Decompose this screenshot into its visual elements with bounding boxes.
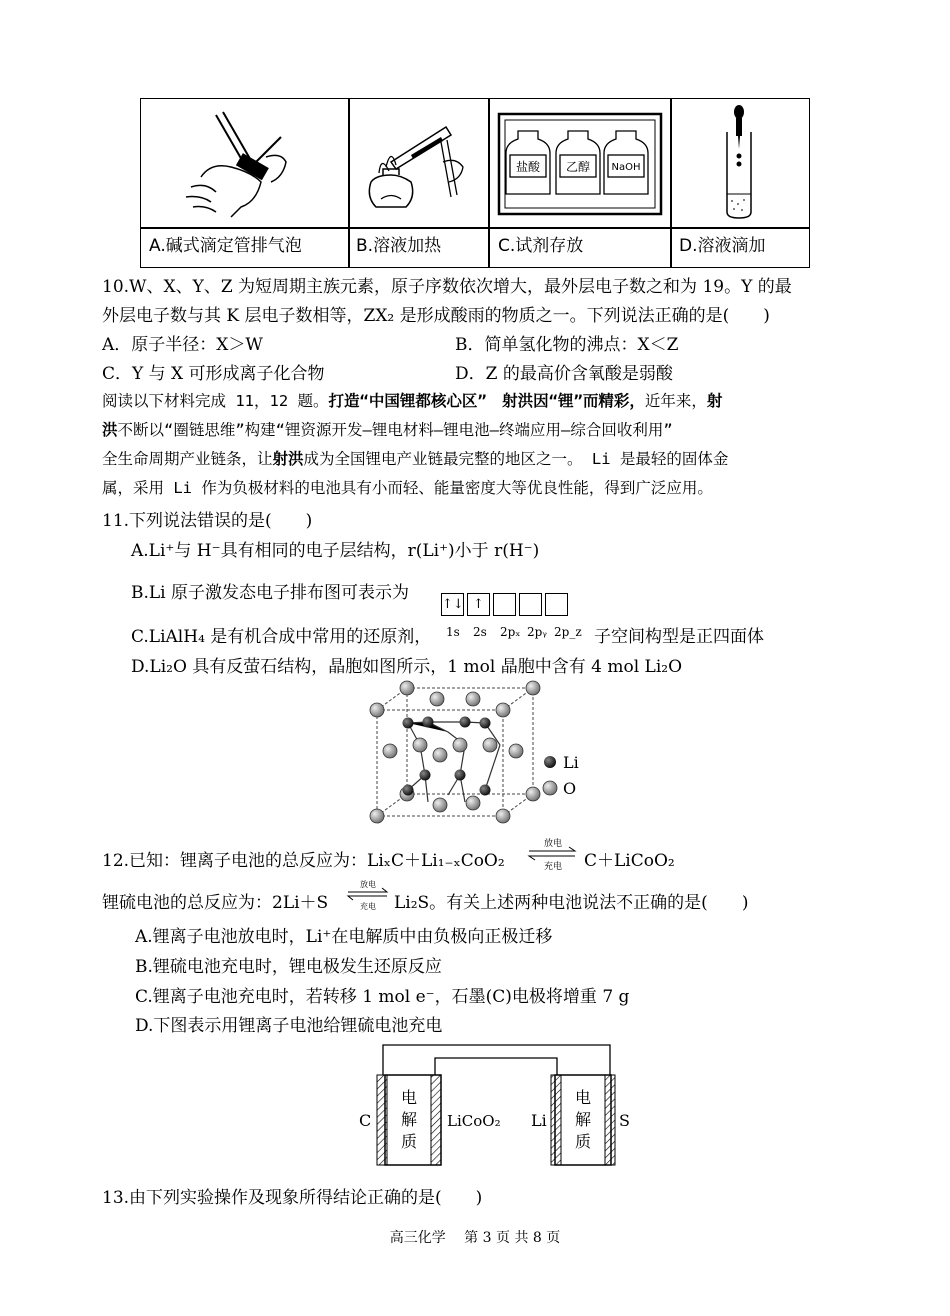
reading-line4: 属，采用 Li 作为负极材料的电池具有小而轻、能量密度大等优良性能，得到广泛应用。: [102, 479, 713, 497]
q11-option-c-tail: 子空间构型是正四面体: [594, 627, 764, 647]
caption-c: C.试剂存放: [498, 236, 584, 256]
q12-option-d: D.下图表示用锂离子电池给锂硫电池充电: [135, 1016, 443, 1036]
caption-b: B.溶液加热: [356, 236, 442, 256]
electrolyte-left-3: 质: [400, 1132, 418, 1151]
orbital-label-2py: 2pᵧ: [527, 625, 547, 639]
caption-d: D.溶液滴加: [679, 236, 766, 256]
q10-stem-line2: 外层电子数与其 K 层电子数相等，ZX₂ 是形成酸雨的物质之一。下列说法正确的是( ): [102, 306, 770, 326]
reading-line2-post: 不断以“圈链思维”构建“锂资源开发—锂电材料—锂电池—终端应用—综合回收利用”: [117, 421, 673, 439]
reading-line1-bold2: 射: [706, 392, 723, 410]
q12-line2-pre: 锂硫电池的总反应为：2Li＋S: [102, 893, 329, 913]
orbital-label-2px: 2pₓ: [500, 625, 521, 639]
q12-option-a: A.锂离子电池放电时，Li⁺在电解质中由负极向正极迁移: [135, 927, 553, 947]
q13-stem: 13.由下列实验操作及现象所得结论正确的是( ): [102, 1188, 483, 1208]
reversible-arrow-2: [345, 878, 391, 912]
q10-option-d: D．Z 的最高价含氧酸是弱酸: [455, 364, 673, 384]
orbital-box-2pz: [545, 593, 568, 616]
reading-line1-bold: 打造“中国锂都核心区” 射洪因“锂”而精彩，: [328, 392, 645, 410]
electrode-label-s: S: [619, 1111, 630, 1130]
orbital-box-2px: [493, 593, 516, 616]
electrode-label-li: Li: [531, 1111, 547, 1130]
reading-line1: [102, 389, 722, 411]
heating-tube-figure: [351, 107, 486, 222]
reading-line2: [102, 418, 673, 440]
reagent-storage-figure: [496, 109, 666, 219]
orbital-box-2py: [519, 593, 542, 616]
q12-known-right: C＋LiCoO₂: [584, 851, 675, 871]
electrolyte-right-3: 质: [574, 1132, 592, 1151]
legend-li: Li: [563, 753, 579, 772]
reading-line2-bold: 洪: [102, 421, 118, 439]
q11-option-c-text: C.LiAlH₄ 是有机合成中常用的还原剂，: [131, 627, 432, 647]
arrow1-discharge: 放电: [543, 839, 563, 849]
electrolyte-right-1: 电: [574, 1088, 592, 1107]
q10-option-b: B．简单氢化物的沸点：X＜Z: [455, 335, 679, 355]
reading-line1-post: 近年来，: [644, 392, 707, 410]
reading-line3: [102, 447, 728, 469]
reading-line1-pre: 阅读以下材料完成 11，12 题。: [102, 392, 329, 410]
q12-option-b: B.锂硫电池充电时，锂电极发生还原反应: [135, 957, 442, 977]
arrow2-discharge: 放电: [360, 880, 376, 889]
orbital-label-1s: 1s: [446, 625, 460, 639]
dropper-figure: [719, 104, 779, 222]
q11-option-a: A.Li⁺与 H⁻具有相同的电子层结构，r(Li⁺)小于 r(H⁻): [131, 541, 540, 561]
q10-option-a: A．原子半径：X＞W: [102, 335, 263, 355]
orbital-label-2pz: 2p_z: [554, 625, 582, 639]
reading-line3-post: 成为全国锂电产业链最完整的地区之一。 Li 是最轻的固体金: [303, 450, 729, 468]
q11-option-b: B.Li 原子激发态电子排布图可表示为: [131, 583, 410, 603]
electrolyte-right-2: 解: [574, 1110, 592, 1129]
caption-a: A.碱式滴定管排气泡: [149, 236, 302, 256]
electrode-label-licoo2: LiCoO₂: [447, 1112, 501, 1130]
arrow2-charge: 充电: [360, 902, 376, 911]
q11-option-c: [131, 622, 431, 647]
bottle-label-naoh: NaOH: [611, 162, 641, 173]
orbital-box-1s: ↑↓: [441, 593, 464, 616]
q12-known: 12.已知：锂离子电池的总反应为：LiₓC＋Li₁₋ₓCoO₂: [102, 851, 505, 871]
q12-option-c: C.锂离子电池充电时，若转移 1 mol e⁻，石墨(C)电极将增重 7 g: [135, 987, 630, 1007]
electrode-label-c: C: [359, 1111, 372, 1130]
li2o-unit-cell-figure: [360, 675, 590, 825]
reading-line3-pre: 全生命周期产业链条，让: [102, 450, 273, 468]
arrow1-charge: 充电: [543, 862, 563, 872]
reading-line3-bold: 射洪: [272, 450, 304, 468]
page-footer: 高三化学 第 3 页 共 8 页: [389, 1230, 561, 1246]
battery-circuit-figure: [355, 1040, 645, 1170]
q11-stem: 11.下列说法错误的是( ): [102, 511, 313, 531]
reversible-arrow-1: [525, 836, 581, 872]
bottle-label-hcl: 盐酸: [515, 160, 541, 174]
q11-option-d: D.Li₂O 具有反萤石结构，晶胞如图所示，1 mol 晶胞中含有 4 mol Li₂O: [131, 657, 683, 677]
electrolyte-left-1: 电: [400, 1088, 418, 1107]
figure-table: [140, 98, 810, 268]
electrolyte-left-2: 解: [400, 1110, 418, 1129]
orbital-box-2s: ↑: [467, 593, 490, 616]
burette-bubble-figure: [171, 107, 311, 222]
q10-option-c: C．Y 与 X 可形成离子化合物: [102, 364, 325, 384]
q10-stem-line1: 10.W、X、Y、Z 为短周期主族元素，原子序数依次增大，最外层电子数之和为 19。Y 的最: [102, 277, 792, 297]
q12-line2-post: Li₂S。有关上述两种电池说法不正确的是( ): [394, 893, 749, 913]
legend-o: O: [563, 779, 577, 798]
orbital-label-2s: 2s: [473, 625, 487, 639]
bottle-label-ethanol: 乙醇: [565, 160, 591, 174]
orbital-diagram: [441, 593, 568, 616]
